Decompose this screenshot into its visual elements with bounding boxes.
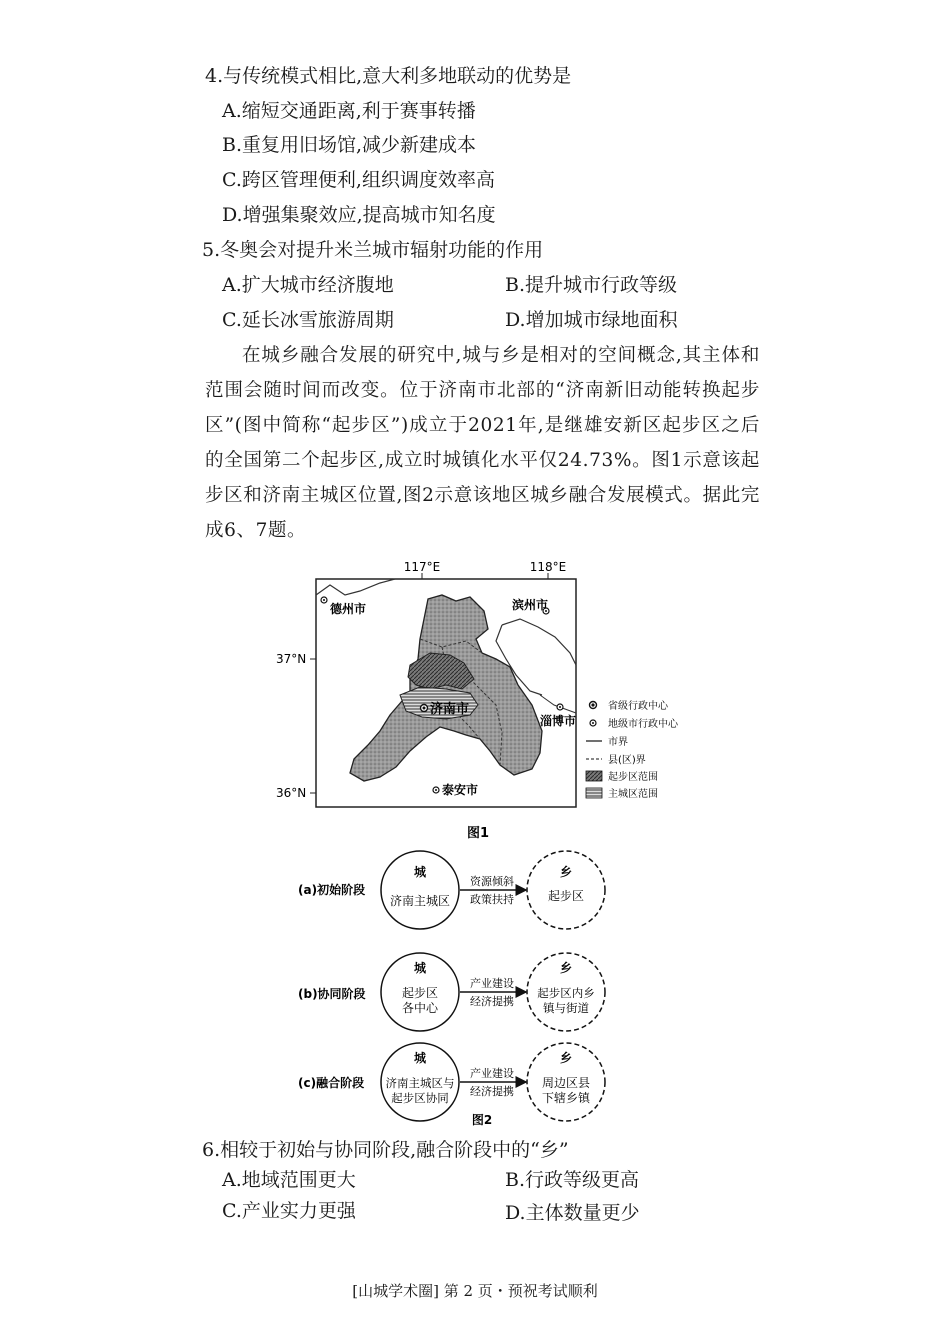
stage-b-city-text-2: 各中心 [401, 1001, 439, 1015]
dezhou-label: 德州市 [330, 602, 367, 616]
stage-c-city-text-1: 济南主城区与 [385, 1076, 455, 1090]
stage-c-rural-text-1: 周边区县 [541, 1076, 591, 1090]
stage-a-city-text: 济南主城区 [389, 894, 451, 908]
q5-option-d: D.增加城市绿地面积 [505, 309, 678, 331]
lat-label-36: 36°N [276, 786, 307, 800]
q6-option-d: D.主体数量更少 [505, 1202, 640, 1224]
legend-city-boundary: 市界 [608, 737, 628, 748]
legend-qibu-range: 起步区范围 [608, 772, 658, 783]
stage-c-city-text-2: 起步区协同 [391, 1091, 449, 1105]
stage-c-arrow-text-2: 经济提携 [470, 1085, 514, 1098]
q4-option-c: C.跨区管理便利,组织调度效率高 [222, 169, 495, 191]
passage-text: 在城乡融合发展的研究中,城与乡是相对的空间概念,其主体和范围会随时间而改变。位于济南市北部的“济南新旧动能转换起步区”(图中简称“起步区”)成立于2021年,是继雄安新区起步区之后的全国第二个起步区,成立时城镇化水平仅24.73%。图1示意该起步区和济南主城区位置,图2示意该地区城乡融合发展模式。据此完成6、7题。 [205, 345, 760, 541]
figure-1-map [270, 555, 680, 845]
passage [205, 338, 760, 548]
question-4-stem: 4.与传统模式相比,意大利多地联动的优势是 [205, 65, 572, 87]
taian-label: 泰安市 [442, 783, 479, 797]
legend-prefecture-center: 地级市行政中心 [608, 719, 678, 730]
figure-1-caption: 图1 [466, 826, 490, 841]
zibo-label: 淄博市 [540, 714, 577, 728]
stage-a-arrow-text-2: 政策扶持 [470, 893, 514, 906]
q6-option-a: A.地域范围更大 [222, 1169, 356, 1191]
stage-b-rural-text-2: 镇与街道 [543, 1001, 589, 1015]
stage-b-arrow-text-1: 产业建设 [470, 977, 514, 990]
lon-label-117: 117°E [403, 560, 441, 574]
stage-b-city-text-1: 起步区 [401, 986, 439, 1000]
stage-b-city-title: 城 [413, 961, 427, 975]
stage-b-arrow-text-2: 经济提携 [470, 995, 514, 1008]
q4-option-b: B.重复用旧场馆,减少新建成本 [222, 134, 477, 156]
stage-a-rural-text: 起步区 [547, 889, 585, 903]
stage-c-label: (c)融合阶段 [298, 1076, 365, 1090]
legend-county-boundary: 县(区)界 [608, 755, 646, 766]
question-5-stem: 5.冬奥会对提升米兰城市辐射功能的作用 [202, 239, 544, 261]
stage-b-rural-text-1: 起步区内乡 [537, 986, 595, 1000]
stage-initial [298, 851, 605, 929]
q6-option-c: C.产业实力更强 [222, 1200, 356, 1222]
stage-a-city-circle [381, 851, 459, 929]
stage-a-label: (a)初始阶段 [298, 883, 366, 897]
q5-option-c: C.延长冰雪旅游周期 [222, 309, 394, 331]
map-legend [586, 699, 679, 800]
lat-label-37: 37°N [276, 652, 307, 666]
q5-option-a: A.扩大城市经济腹地 [222, 274, 394, 296]
stage-a-city-title: 城 [413, 865, 427, 879]
binzhou-label: 滨州市 [512, 598, 549, 612]
stage-c-arrow-text-1: 产业建设 [470, 1067, 514, 1080]
stage-c-city-title: 城 [413, 1051, 427, 1065]
legend-provincial-center: 省级行政中心 [608, 701, 668, 712]
stage-coordinated [298, 953, 605, 1031]
q4-option-a: A.缩短交通距离,利于赛事转播 [222, 100, 476, 122]
figure-2-caption: 图2 [471, 1113, 493, 1127]
stage-a-rural-title: 乡 [559, 865, 573, 879]
q4-option-d: D.增强集聚效应,提高城市知名度 [222, 204, 496, 226]
lon-label-118: 118°E [529, 560, 567, 574]
q5-option-b: B.提升城市行政等级 [505, 274, 678, 296]
stage-c-rural-title: 乡 [559, 1051, 573, 1065]
stage-b-rural-title: 乡 [559, 961, 573, 975]
stage-a-arrow-text-1: 资源倾斜 [470, 875, 514, 888]
legend-urban-range: 主城区范围 [608, 789, 658, 800]
page-footer: [山城学术圈] 第 2 页・预祝考试顺利 [352, 1282, 598, 1300]
q6-option-b: B.行政等级更高 [505, 1169, 640, 1191]
question-6-stem: 6.相较于初始与协同阶段,融合阶段中的“乡” [202, 1139, 569, 1161]
figure-2-diagram [290, 848, 630, 1130]
stage-c-rural-text-2: 下辖乡镇 [541, 1091, 591, 1105]
stage-integrated [298, 1043, 605, 1121]
stage-b-label: (b)协同阶段 [298, 987, 366, 1001]
jinan-label: 济南市 [430, 702, 470, 717]
